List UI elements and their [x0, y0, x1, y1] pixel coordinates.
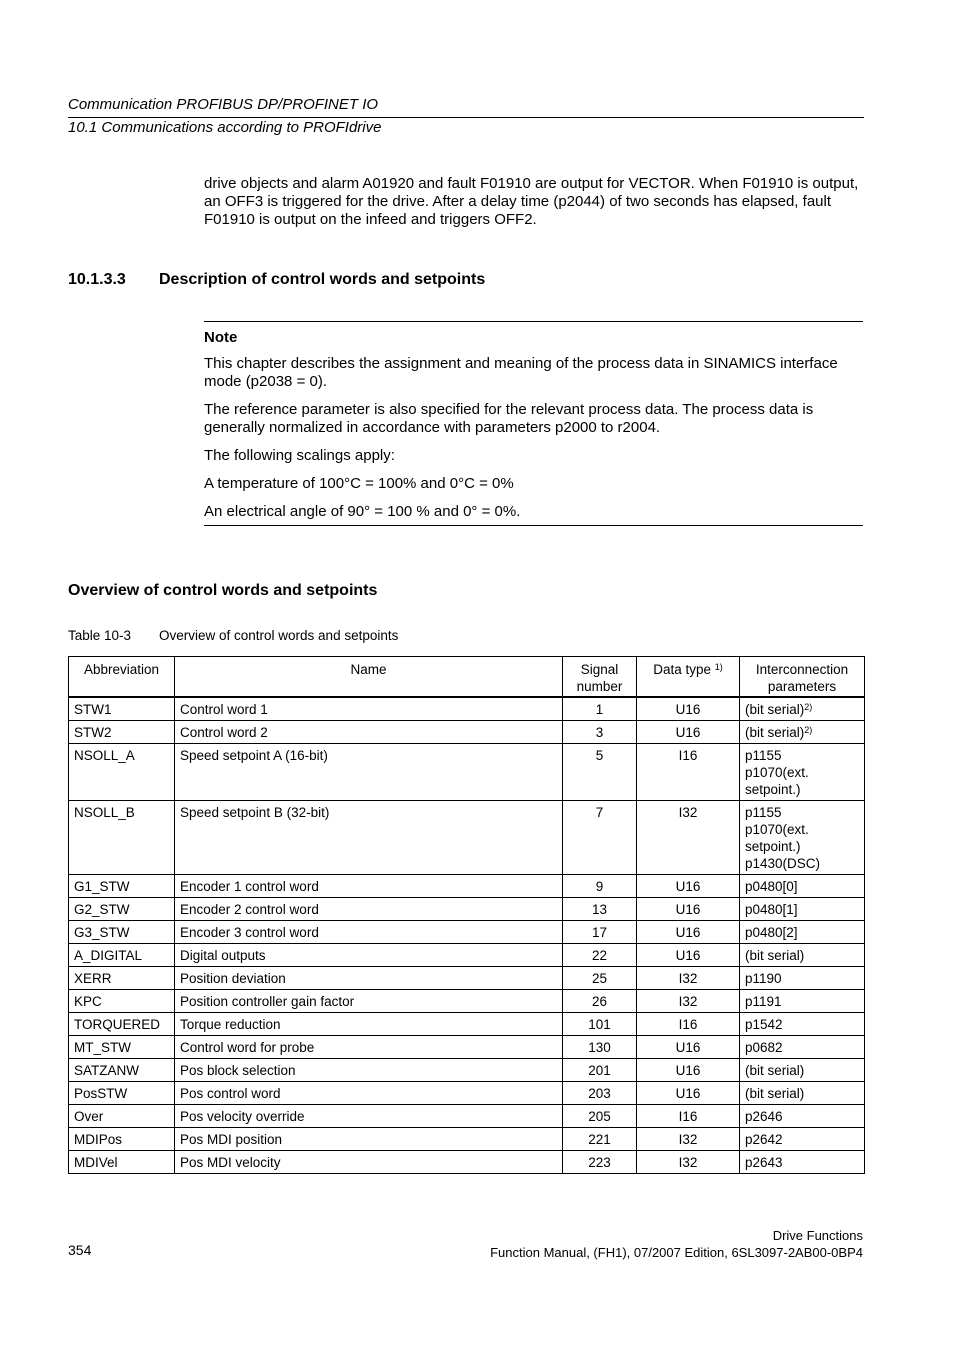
cell-signal-number: 7 [563, 801, 637, 875]
header-section: 10.1 Communications according to PROFIdrive [68, 119, 382, 136]
page-number: 354 [68, 1242, 92, 1258]
cell-interconnection [740, 944, 865, 967]
table-row [69, 875, 865, 898]
table-row [69, 990, 865, 1013]
cell-signal-number: 26 [563, 990, 637, 1013]
cell-signal-number: 25 [563, 967, 637, 990]
cell-abbreviation: STW2 [69, 721, 175, 744]
interconnection-param: p1155 [745, 805, 782, 820]
interconnection-param: p1191 [745, 994, 782, 1009]
cell-name: Encoder 2 control word [175, 898, 563, 921]
cell-interconnection [740, 721, 865, 744]
cell-signal-number: 22 [563, 944, 637, 967]
cell-abbreviation: G3_STW [69, 921, 175, 944]
overview-table [68, 656, 865, 1174]
table-row [69, 697, 865, 721]
cell-interconnection [740, 990, 865, 1013]
section-number: 10.1.3.3 [68, 271, 126, 288]
table-header-row [69, 657, 865, 698]
cell-interconnection [740, 921, 865, 944]
cell-interconnection [740, 898, 865, 921]
cell-abbreviation: NSOLL_B [69, 801, 175, 875]
cell-signal-number: 101 [563, 1013, 637, 1036]
cell-data-type: U16 [637, 1059, 740, 1082]
interconnection-param: p1070(ext. setpoint.) [745, 765, 809, 797]
note-paragraph: This chapter describes the assignment and meaning of the process data in SINAMICS interface mode (p2038 = 0). [204, 355, 838, 390]
cell-name: Encoder 1 control word [175, 875, 563, 898]
cell-abbreviation: STW1 [69, 697, 175, 721]
cell-abbreviation: PosSTW [69, 1082, 175, 1105]
interconnection-param: p1190 [745, 971, 782, 986]
cell-abbreviation: KPC [69, 990, 175, 1013]
running-header [68, 96, 864, 136]
cell-interconnection [740, 875, 865, 898]
table-row [69, 967, 865, 990]
footer-edition: Function Manual, (FH1), 07/2007 Edition, 6SL3097-2AB00-0BP4 [490, 1245, 863, 1260]
table-caption-text: Overview of control words and setpoints [159, 628, 399, 643]
interconnection-param: p1155 [745, 748, 782, 763]
section-heading [68, 271, 485, 289]
cell-data-type: I32 [637, 967, 740, 990]
cell-name: Torque reduction [175, 1013, 563, 1036]
section-title: Description of control words and setpoints [159, 271, 486, 288]
cell-interconnection [740, 1082, 865, 1105]
cell-signal-number: 9 [563, 875, 637, 898]
table-caption-number: Table 10-3 [68, 628, 132, 643]
table-row [69, 1105, 865, 1128]
note-paragraph: The reference parameter is also specified for the relevant process data. The process data is generally normalized in accordance with parameters p2000 to r2004. [204, 401, 814, 436]
cell-signal-number: 205 [563, 1105, 637, 1128]
table-row [69, 744, 865, 801]
cell-data-type: I32 [637, 1151, 740, 1174]
cell-name: Control word 1 [175, 697, 563, 721]
cell-data-type: I32 [637, 1128, 740, 1151]
cell-interconnection [740, 801, 865, 875]
table-row [69, 1013, 865, 1036]
cell-name: Speed setpoint A (16-bit) [175, 744, 563, 801]
cell-interconnection [740, 1128, 865, 1151]
interconnection-param: (bit serial) [745, 1063, 805, 1078]
cell-signal-number: 1 [563, 697, 637, 721]
cell-interconnection [740, 1036, 865, 1059]
cell-data-type: I16 [637, 1013, 740, 1036]
cell-signal-number: 17 [563, 921, 637, 944]
cell-data-type: U16 [637, 1036, 740, 1059]
interconnection-param: (bit serial) [745, 948, 805, 963]
table-body [69, 697, 865, 1174]
cell-abbreviation: TORQUERED [69, 1013, 175, 1036]
table-row [69, 944, 865, 967]
cell-data-type: U16 [637, 1082, 740, 1105]
note-paragraph: A temperature of 100°C = 100% and 0°C = 0% [204, 475, 514, 492]
footnote-marker: 1) [714, 662, 723, 672]
cell-abbreviation: G2_STW [69, 898, 175, 921]
interconnection-param: p0682 [745, 1040, 783, 1055]
cell-name: Control word 2 [175, 721, 563, 744]
cell-abbreviation: G1_STW [69, 875, 175, 898]
cell-name: Position deviation [175, 967, 563, 990]
footer-title: Drive Functions [772, 1228, 863, 1243]
cell-name: Pos control word [175, 1082, 563, 1105]
interconnection-param: p2642 [745, 1132, 783, 1147]
cell-interconnection [740, 744, 865, 801]
interconnection-param: p0480[2] [745, 925, 798, 940]
footer-info [490, 1227, 863, 1261]
header-name: Name [175, 657, 563, 698]
cell-abbreviation: MDIPos [69, 1128, 175, 1151]
interconnection-param: p1070(ext. setpoint.) [745, 822, 809, 854]
cell-signal-number: 223 [563, 1151, 637, 1174]
cell-abbreviation: SATZANW [69, 1059, 175, 1082]
interconnection-param: (bit serial)$^{2)}$ [745, 702, 813, 717]
cell-data-type: U16 [637, 898, 740, 921]
cell-signal-number: 3 [563, 721, 637, 744]
cell-name: Encoder 3 control word [175, 921, 563, 944]
header-abbreviation: Abbreviation [69, 657, 175, 698]
cell-signal-number: 221 [563, 1128, 637, 1151]
cell-interconnection [740, 1105, 865, 1128]
cell-name: Pos MDI position [175, 1128, 563, 1151]
cell-name: Digital outputs [175, 944, 563, 967]
table-row [69, 1082, 865, 1105]
subsection-heading: Overview of control words and setpoints [68, 582, 378, 599]
cell-interconnection [740, 697, 865, 721]
interconnection-param: p2646 [745, 1109, 783, 1124]
interconnection-param: p1542 [745, 1017, 783, 1032]
cell-data-type: I16 [637, 744, 740, 801]
cell-name: Speed setpoint B (32-bit) [175, 801, 563, 875]
table-caption [68, 628, 398, 643]
table-row [69, 721, 865, 744]
interconnection-param: (bit serial) [745, 1086, 805, 1101]
note-paragraph: The following scalings apply: [204, 447, 395, 464]
cell-data-type: U16 [637, 697, 740, 721]
cell-data-type: U16 [637, 944, 740, 967]
interconnection-param: p1430(DSC) [745, 856, 821, 871]
cell-name: Pos block selection [175, 1059, 563, 1082]
table-row [69, 898, 865, 921]
cell-abbreviation: A_DIGITAL [69, 944, 175, 967]
cell-interconnection [740, 1013, 865, 1036]
table-row [69, 1151, 865, 1174]
cell-name: Position controller gain factor [175, 990, 563, 1013]
header-interconnection: Interconnection parameters [740, 657, 865, 698]
table-row [69, 921, 865, 944]
cell-name: Pos MDI velocity [175, 1151, 563, 1174]
interconnection-param: p0480[0] [745, 879, 798, 894]
intro-paragraph: drive objects and alarm A01920 and fault F01910 are output for VECTOR. When F01910 is output, an OFF3 is triggered for the drive. After a delay time (p2044) of two seconds has elapsed, fault F01910 is output on the infeed and triggers OFF2. [204, 175, 859, 228]
cell-data-type: U16 [637, 875, 740, 898]
cell-data-type: U16 [637, 721, 740, 744]
table-row [69, 1128, 865, 1151]
cell-signal-number: 5 [563, 744, 637, 801]
cell-abbreviation: NSOLL_A [69, 744, 175, 801]
table-row [69, 1059, 865, 1082]
interconnection-param: p0480[1] [745, 902, 798, 917]
cell-signal-number: 203 [563, 1082, 637, 1105]
interconnection-param: (bit serial)$^{2)}$ [745, 725, 813, 740]
cell-data-type: I16 [637, 1105, 740, 1128]
cell-abbreviation: XERR [69, 967, 175, 990]
cell-data-type: I32 [637, 990, 740, 1013]
footnote-marker: 2) [804, 702, 813, 712]
interconnection-param: p2643 [745, 1155, 783, 1170]
table-row [69, 801, 865, 875]
cell-abbreviation: MDIVel [69, 1151, 175, 1174]
cell-signal-number: 201 [563, 1059, 637, 1082]
cell-signal-number: 130 [563, 1036, 637, 1059]
cell-name: Pos velocity override [175, 1105, 563, 1128]
cell-data-type: I32 [637, 801, 740, 875]
cell-interconnection [740, 1059, 865, 1082]
table-row [69, 1036, 865, 1059]
footnote-marker: 2) [804, 725, 813, 735]
cell-signal-number: 13 [563, 898, 637, 921]
header-data-type: Data type $^{1)}$ [637, 657, 740, 698]
header-signal-number: Signal number [563, 657, 637, 698]
header-chapter: Communication PROFIBUS DP/PROFINET IO [68, 96, 379, 113]
cell-interconnection [740, 1151, 865, 1174]
cell-abbreviation: MT_STW [69, 1036, 175, 1059]
cell-interconnection [740, 967, 865, 990]
note-label: Note [204, 329, 238, 346]
cell-data-type: U16 [637, 921, 740, 944]
cell-name: Control word for probe [175, 1036, 563, 1059]
note-box [204, 321, 863, 526]
cell-abbreviation: Over [69, 1105, 175, 1128]
note-paragraph: An electrical angle of 90° = 100 % and 0° = 0%. [204, 503, 521, 520]
